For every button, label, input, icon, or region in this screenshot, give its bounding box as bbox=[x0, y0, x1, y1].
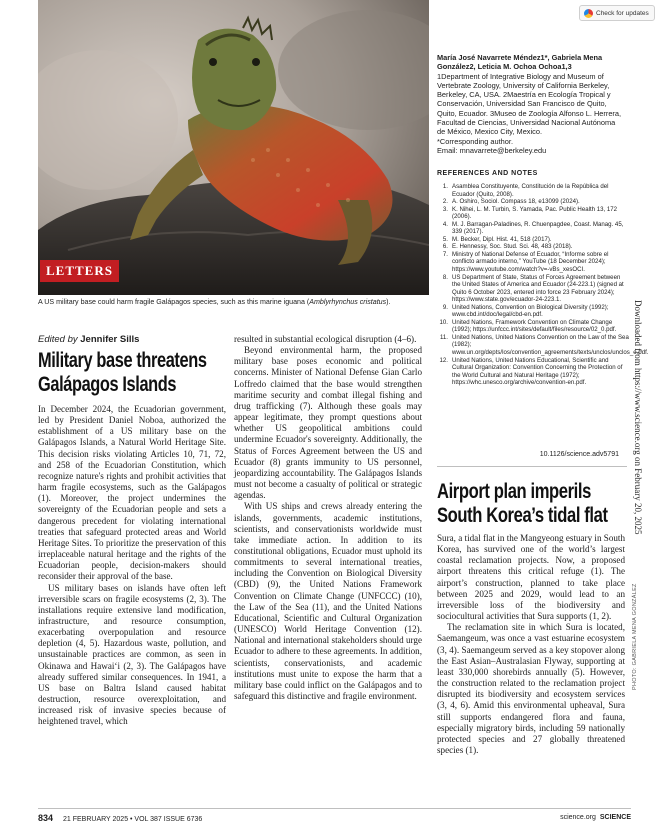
reference-item: 2. A. Oshiro, Sociol. Compass 18, e13099 (2024). bbox=[442, 198, 580, 206]
reference-item: 4. M. J. Barragan-Paladines, R. Chuenpagdee, Coast. Manag. 45, 339 (2017). bbox=[442, 220, 624, 236]
page-number: 834 bbox=[38, 813, 54, 823]
reference-item: 8. US Department of State, Status of Forces Agreement between the United States of America and Ecuador (24-223.1) (signed at Quito 6 October 2023, entered into force 23 February 2024); https://www.state.gov/ecuador-24-223.1. bbox=[442, 273, 624, 304]
caption-end: ). bbox=[386, 298, 391, 306]
letters-section-badge: LETTERS bbox=[40, 260, 119, 282]
footer-rule bbox=[38, 808, 631, 809]
letter2-title-line2: South Korea’s tidal flat bbox=[437, 504, 608, 527]
edited-by bbox=[38, 334, 139, 345]
reference-item: 11. United Nations, United Nations Convention on the Law of the Sea (1982); www.un.org/depts/los/convention_agreements/texts/unclos/unclos_e.pdf. bbox=[439, 333, 649, 357]
author-names: María José Navarrete Méndez1*, Gabriela Mena González2, Leticia M. Ochoa Ochoa1,3 bbox=[437, 53, 603, 72]
check-for-updates-button[interactable] bbox=[579, 5, 655, 21]
letter1-column2 bbox=[234, 334, 422, 702]
author-email: Email: mnavarrete@berkeley.edu bbox=[437, 145, 547, 155]
paragraph: Sura, a tidal flat in the Mangyeong estuary in South Korea, has survived one of the world’s largest coastal reclamation projects. Now, a proposed airport threatens this critical refuge (1). The airport’s construction, planned to take place between 2025 and 2029, would lead to an irreversible loss of the biodiversity and sociocultural activities that Sura supports (1, 2). bbox=[437, 533, 625, 622]
references-heading: REFERENCES AND NOTES bbox=[437, 170, 538, 177]
paragraph: resulted in substantial ecological disruption (4–6). bbox=[234, 334, 417, 344]
page-footer bbox=[38, 813, 631, 823]
check-for-updates-label: Check for updates bbox=[596, 9, 649, 17]
issue-info: 21 FEBRUARY 2025 • VOL 387 ISSUE 6736 bbox=[62, 816, 203, 823]
paragraph: With US ships and crews already entering the islands, governments, academic institutions, scientists, and conservationists worldwide must take immediate action. In addition to its constitutional obligations, Ecuador must uphold its commitments to several international treaties, including the Convention on Biological Diversity (CBD) (9), the United Nations Framework Convention on Climate Change (UNFCCC) (10), the Law of the Sea (11), and the United Nations Educational, Scientific and Cultural Organization (UNESCO) World Heritage Convention (12). National and international stakeholders should urge Ecuador to adhere to these agreements. In addition, scientists, conservationists, and academic institutions must unite to expose the harm that a military base could inflict on the Galápagos and to safeguard this distinctive and fragile environment. bbox=[234, 501, 422, 701]
marine-iguana-photo bbox=[38, 0, 429, 295]
download-notice bbox=[633, 300, 655, 540]
reference-item: 5. M. Becker, Dipl. Hist. 41, 518 (2017). bbox=[442, 235, 552, 243]
paragraph: US military bases on islands have often left irreversible scars on fragile ecosystems (2, 3). The installations require extensive land modification, infrastructure, and resource consumption, exacerbating overpopulation and resource depletion (4, 5). Hazardous waste, pollution, and unsustainable practices are common, as seen in Okinawa and Hawai‘i (2, 3). The Galápagos have already suffered similar consequences. In 1941, a US base on Baltra Island caused habitat destruction, resource overexploitation, and increased risk of invasive species because of heightened travel, which bbox=[38, 582, 226, 727]
letter1-column1 bbox=[38, 404, 226, 728]
reference-item: 10. United Nations, Framework Convention on Climate Change (1992); https://unfccc.int/sites/default/files/resource/02_0.pdf. bbox=[439, 318, 617, 334]
download-notice-text: Downloaded from https://www.science.org on February 20, 2025 bbox=[633, 300, 643, 535]
paragraph: In December 2024, the Ecuadorian government, led by President Daniel Noboa, authorized the establishment of a US military base on the Galápagos Islands, a Natural World Heritage Site. This decision risks violating Articles 10, 71, 72, and 258 of the Ecuadorian Constitution, which recognize nature's rights and prohibit activities that harm fragile ecosystems, such as the Galápagos (1). Moreover, the project undermines the sovereignty of the Ecuadorian people and sets a dangerous precedent for violating international treaties that safeguard protected areas and World Heritage Sites. To prioritize the preservation of this irreplaceable natural heritage and the rights of the Ecuadorian people, decision-makers should reconsider their approval of the base. bbox=[38, 404, 226, 582]
footer-right bbox=[560, 814, 631, 821]
journal-name: SCIENCE bbox=[599, 814, 631, 821]
photo-caption bbox=[38, 298, 430, 307]
editor-name: Jennifer Sills bbox=[80, 334, 140, 345]
references-list bbox=[437, 183, 649, 387]
caption-species: Amblyrhynchus cristatus bbox=[309, 298, 387, 306]
paragraph: The reclamation site in which Sura is located, Saemangeum, was once a vast estuarine ecosystem (3, 4). Saemangeum served as a key stopover along the East Asian–Australasian Flyway, supporting at least 330,000 shorebirds annually (5). However, the construction related to the reclamation project disrupted its biodiversity and ecosystem services (3, 4, 6). Amid this environmental upheaval, Sura still supports endangered flora and fauna, especially migratory birds, including 59 nationally protected species and 27 globally threatened species (1). bbox=[437, 622, 625, 755]
letter1-title bbox=[38, 349, 225, 397]
letter1-doi: 10.1126/science.adv5791 bbox=[539, 451, 619, 458]
photo-credit: PHOTO: GABRIELA MENA GONZÁLEZ bbox=[632, 583, 638, 690]
corresponding-author: *Corresponding author. bbox=[437, 136, 514, 146]
letter1-title-line2: Galápagos Islands bbox=[38, 373, 177, 396]
caption-text: A US military base could harm fragile Galápagos species, such as this marine iguana ( bbox=[38, 298, 310, 306]
author-affiliations: 1Department of Integrative Biology and Museum of Vertebrate Zoology, University of California Berkeley, Berkeley, CA, USA. 2Maestría en Ecología Tropical y Conservación, Universidad San Francisco de Quito, Quito, Ecuador. 3Museo de Zoología Alfonso L. Herrera, Facultad de Ciencias, Universidad Nacional Autónoma de México, Mexico City, Mexico. bbox=[437, 71, 622, 137]
edited-by-prefix: Edited by bbox=[38, 334, 78, 345]
section-divider bbox=[437, 466, 627, 467]
letter2-title-line1: Airport plan imperils bbox=[437, 480, 591, 503]
letter1-title-line1: Military base threatens bbox=[38, 349, 207, 372]
site-link[interactable]: science.org bbox=[560, 814, 596, 821]
reference-item: 6. E. Hennessy, Soc. Stud. Sci. 48, 483 (2018). bbox=[442, 243, 573, 251]
letter2-column bbox=[437, 533, 625, 756]
paragraph: Beyond environmental harm, the proposed military base poses economic and political concerns. Minister of National Defense Gian Carlo Loffredo claimed that the base would strengthen maritime security and combat illegal fishing and drug trafficking (7). Although these goals may appear legitimate, they prompt questions about whether US geopolitical ambitions could undermine Ecuador's sovereignty. Additionally, the Status of Forces Agreement between the US and Ecuador (8) grants immunity to US personnel, jeopardizing accountability. The Galápagos Islands must not become a casualty of political or strategic agendas. bbox=[234, 345, 422, 501]
reference-item: 7. Ministry of National Defense of Ecuador, “Informe sobre el conflicto armado interno,” YouTube (18 December 2024); https://www.youtube.com/watch?v=-vBs_xesOCI. bbox=[442, 250, 609, 274]
letter2-title bbox=[437, 480, 627, 528]
reference-item: 1. Asamblea Constituyente, Constitución de la República del Ecuador (Quito, 2008). bbox=[442, 183, 609, 198]
reference-item: 3. K. Nihei, L. M. Turbin, S. Yamada, Pac. Public Health 13, 172 (2006). bbox=[442, 205, 618, 221]
reference-item: 9. United Nations, Convention on Biological Diversity (1992); www.cbd.int/doc/legal/cbd-en.pdf. bbox=[442, 303, 609, 319]
letter1-authors bbox=[437, 53, 625, 155]
marine-iguana-illustration bbox=[38, 0, 429, 295]
reference-item: 12. United Nations, United Nations Educational, Scientific and Cultural Organization: Convention Concerning the Protection of the World Cultural and Natural Heritage (1972); https://whc.unesco.org/archive/convention-en.pdf. bbox=[439, 356, 623, 387]
crossmark-icon bbox=[584, 9, 593, 18]
